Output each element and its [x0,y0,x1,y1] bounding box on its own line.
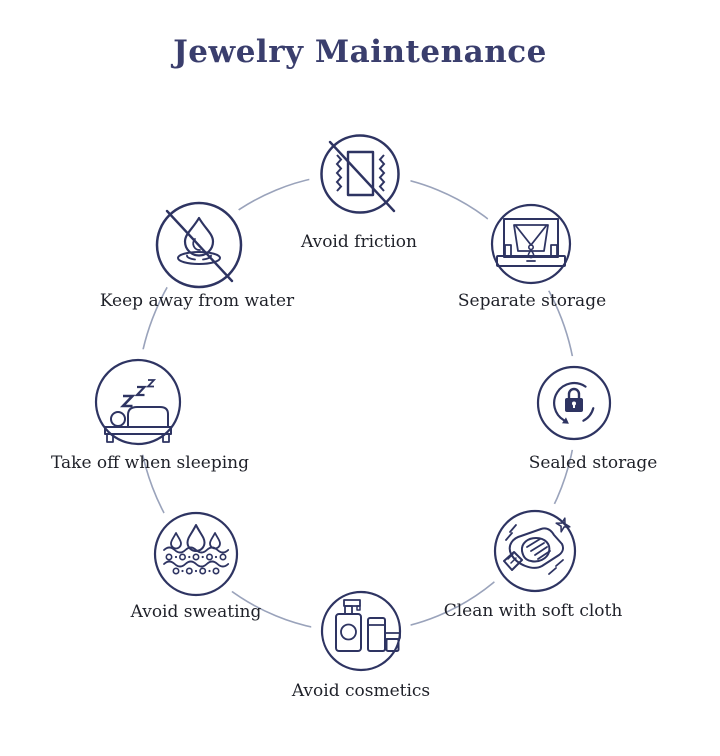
page-title: Jewelry Maintenance [173,34,547,70]
sleeping-bed-icon [85,349,191,455]
no-friction-icon [309,123,411,225]
label-avoid-sweating: Avoid sweating [130,602,262,622]
label-keep-away-from-water: Keep away from water [99,291,295,311]
label-avoid-cosmetics: Avoid cosmetics [291,681,431,701]
no-water-icon [146,192,252,298]
jewelry-box-icon [481,194,581,294]
icon-halo [85,349,191,455]
label-separate-storage: Separate storage [457,291,607,311]
wipe-cloth-icon [484,500,586,602]
label-sealed-storage: Sealed storage [528,453,658,473]
label-take-off-sleeping: Take off when sleeping [51,453,249,473]
cosmetics-bottles-icon [311,581,411,681]
keyhole-stem [573,405,575,409]
label-avoid-friction: Avoid friction [301,232,417,252]
label-clean-soft-cloth: Clean with soft cloth [443,601,623,621]
icon-halo [484,500,586,602]
sweat-skin-icon [144,502,248,606]
sealed-lock-icon [527,356,621,450]
